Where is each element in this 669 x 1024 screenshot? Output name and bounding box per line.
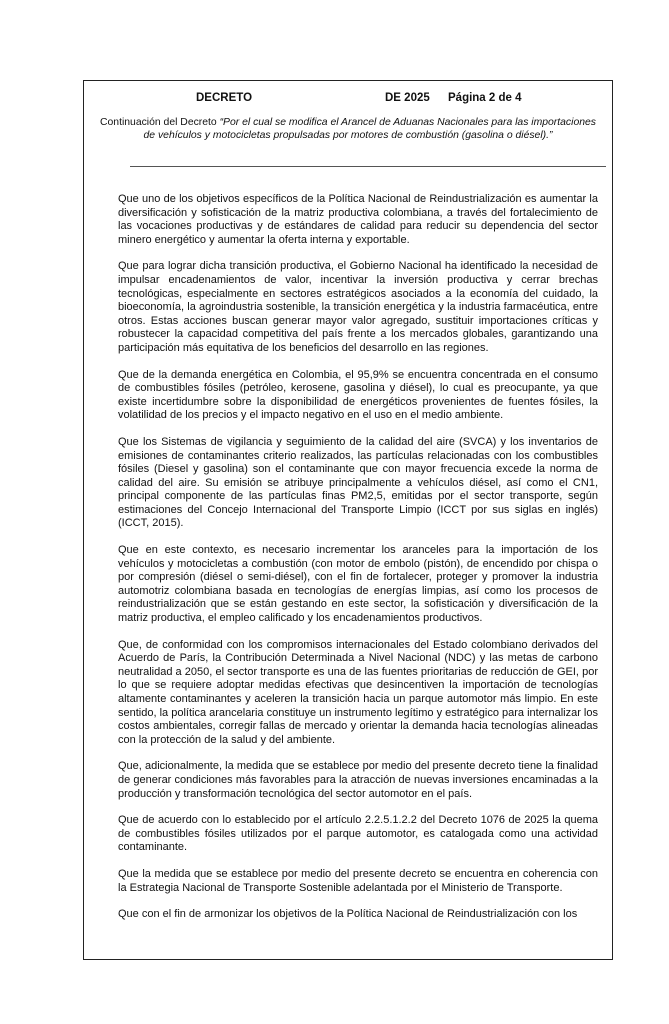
continuation-decree-title: “Por el cual se modifica el Arancel de Aduanas Nacionales para las importaciones de vehículos y motocicletas propulsadas por motores de combustión (gasolina o diésel).” (143, 117, 596, 141)
considerando-paragraph: Que los Sistemas de vigilancia y seguimiento de la calidad del aire (SVCA) y los inventarios de emisiones de contaminantes criterio realizados, las partículas relacionadas con los combustibles fósiles (Diesel y gasolina) son el contaminante que con mayor frecuencia excede la norma de calidad del aire. Su emisión se atribuye principalmente a vehículos diésel, así como el CN1, principal componente de las partículas finas PM2,5, emitidas por el sector transporte, según estimaciones del Concejo Internacional del Transporte Limpio (ICCT por sus siglas en inglés) (ICCT, 2015). (118, 435, 598, 530)
considerando-paragraph: Que de acuerdo con lo establecido por el artículo 2.2.5.1.2.2 del Decreto 1076 de 2025 la quema de combustibles fósiles utilizados por el parque automotor, es catalogada como una actividad contaminante. (118, 814, 598, 854)
continuation-prefix: Continuación del Decreto (100, 117, 220, 128)
decree-year: DE 2025 (385, 92, 430, 104)
decree-label: DECRETO (196, 92, 253, 104)
continuation-title (98, 116, 598, 142)
considerando-paragraph: Que la medida que se establece por medio del presente decreto se encuentra en coherencia con la Estrategia Nacional de Transporte Sostenible adelantada por el Ministerio de Transporte. (118, 867, 598, 894)
considerando-paragraph: Que uno de los objetivos específicos de la Política Nacional de Reindustrialización es aumentar la diversificación y sofisticación de la matriz productiva colombiana, a través del fortalecimiento de las vocaciones productivas y de estándares de calidad para reducir su dependencia del sector minero energético y aumentar la oferta interna y exportable. (118, 193, 598, 246)
header-divider (130, 166, 606, 167)
considerando-paragraph: Que, adicionalmente, la medida que se establece por medio del presente decreto tiene la finalidad de generar condiciones más favorables para la atracción de nuevas inversiones encaminadas a la producción y transformación tecnológica del sector automotor en el país. (118, 760, 598, 800)
considerando-paragraph: Que, de conformidad con los compromisos internacionales del Estado colombiano derivados del Acuerdo de París, la Contribución Determinada a Nivel Nacional (NDC) y las metas de carbono neutralidad a 2050, el sector transporte es una de las fuentes prioritarias de reducción de GEI, por lo que se requiere adoptar medidas efectivas que desincentiven la importación de tecnologías altamente contaminantes y aceleren la transición hacia un parque automotor más limpio. En este sentido, la política arancelaria constituye un instrumento legítimo y estratégico para internalizar los costos ambientales, corregir fallas de mercado y orientar la demanda hacia tecnologías alineadas con la protección de la salud y del ambiente. (118, 638, 598, 746)
decree-body (118, 193, 598, 935)
decree-header (0, 92, 669, 108)
considerando-paragraph: Que en este contexto, es necesario incrementar los aranceles para la importación de los vehículos y motocicletas a combustión (con motor de embolo (pistón), de encendido por chispa o por compresión (diésel o semi-diésel), con el fin de fortalecer, proteger y promover la industria automotriz colombiana basada en tecnologías de energías limpias, así como los procesos de reindustrialización que se están gestando en este sector, la sofisticación y diversificación de la matriz productiva, el empleo calificado y los encadenamientos productivos. (118, 544, 598, 625)
considerando-paragraph: Que para lograr dicha transición productiva, el Gobierno Nacional ha identificado la necesidad de impulsar encadenamientos de valor, incentivar la inversión productiva y cerrar brechas tecnológicas, especialmente en sectores estratégicos asociados a la economía del cuidado, la bioeconomía, la agroindustria sostenible, la transición energética y la industria farmacéutica, entre otros. Estas acciones buscan generar mayor valor agregado, sustituir importaciones críticas y robustecer la capacidad competitiva del país frente a los mercados globales, garantizando una participación más equitativa de los beneficios del desarrollo en las regiones. (118, 260, 598, 354)
considerando-paragraph: Que de la demanda energética en Colombia, el 95,9% se encuentra concentrada en el consumo de combustibles fósiles (petróleo, kerosene, gasolina y diésel), lo cual es preocupante, ya que existe incertidumbre sobre la disponibilidad de energéticos provenientes de fuentes fósiles, la volatilidad de los precios y el impacto negativo en el uso en el medio ambiente. (118, 368, 598, 422)
considerando-paragraph: Que con el fin de armonizar los objetivos de la Política Nacional de Reindustrialización con los (118, 908, 578, 921)
page-number: Página 2 de 4 (448, 92, 522, 104)
